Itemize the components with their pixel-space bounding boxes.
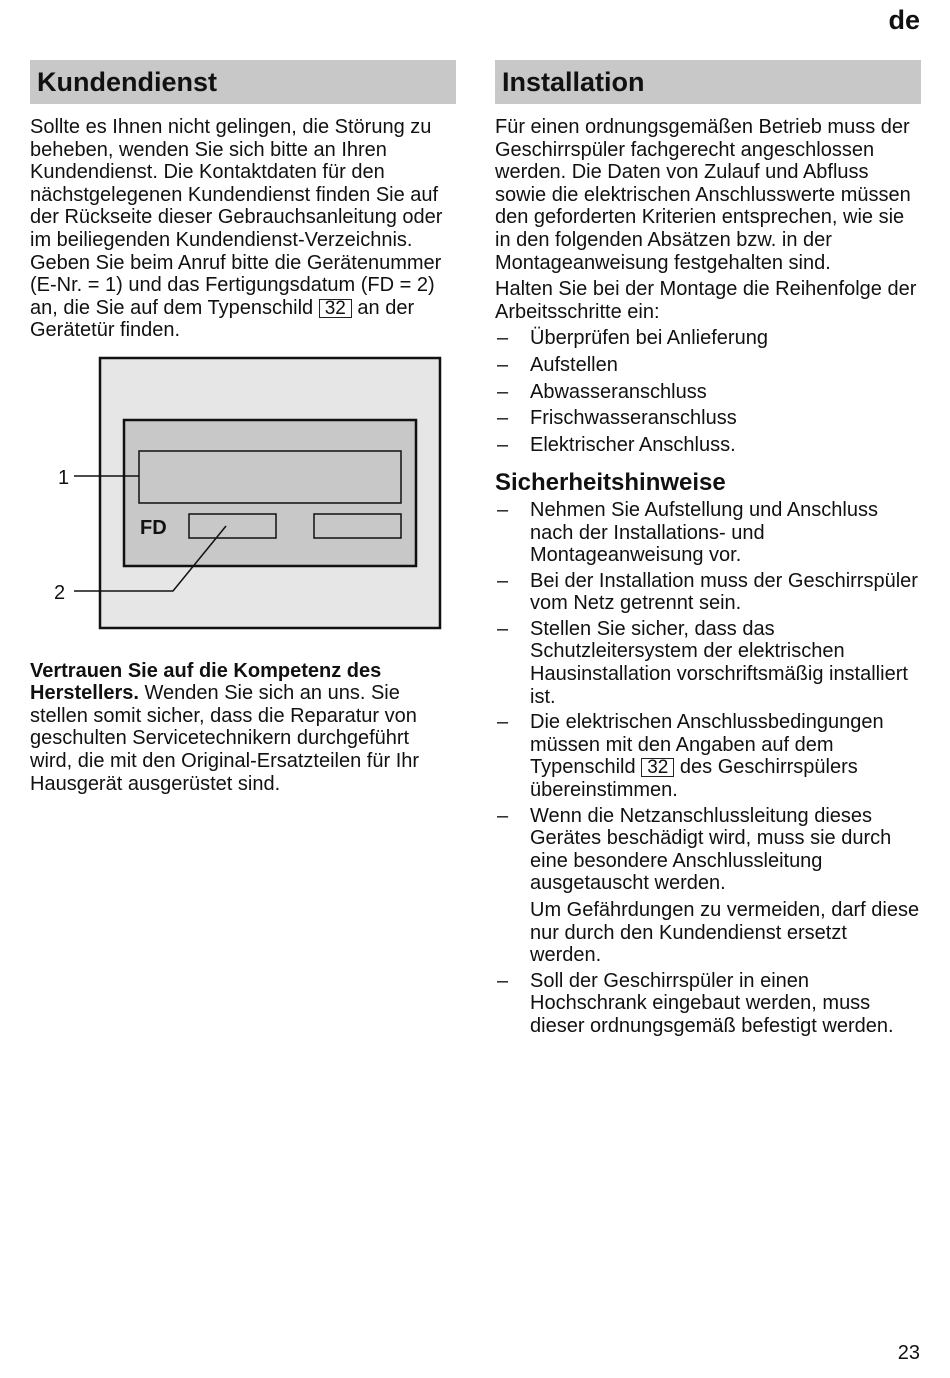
list-item	[495, 711, 921, 801]
safety-text-end: des Geschirrspülers übereinstimmen.	[530, 756, 858, 802]
installation-steps-list	[495, 327, 921, 456]
typenschild-ref: 32	[319, 299, 352, 318]
installation-section	[495, 60, 921, 1038]
callout-label-1: 1	[58, 466, 70, 489]
trust-text: Wenden Sie sich an uns. Sie stellen somit sicher, dass die Reparatur von geschulten Servicetechnikern durchgeführt wird, die mit den Original-Ersatzteilen für Ihr Hausgerät ausgerüstet sind.	[30, 682, 420, 795]
trust-bold-text: Vertrauen Sie auf die Kompetenz des Herstellers.	[30, 659, 382, 705]
installation-intro: Für einen ordnungsgemäßen Betrieb muss der Geschirrspüler fachgerecht angeschlossen werden. Die Daten von Zulauf und Abfluss sowie die elektrischen Anschlusswerte müssen den geforderten Kriterien entsprechen, wie sie in den folgenden Absätzen bzw. in der Montageanweisung festgehalten sind.	[495, 116, 911, 274]
safety-list	[495, 499, 921, 1038]
kundendienst-section	[30, 60, 456, 795]
list-item: – Abwasseranschluss	[495, 381, 921, 404]
extra-field	[314, 514, 401, 538]
kundendienst-heading: Kundendienst	[30, 60, 456, 104]
list-item: – Aufstellen	[495, 354, 921, 377]
list-item	[495, 970, 921, 1038]
safety-heading: Sicherheitshinweise	[495, 469, 726, 497]
safety-text: Nehmen Sie Aufstellung und Anschluss nach der Installations- und Montageanweisung vor.	[530, 498, 878, 567]
typenschild-ref: 32	[641, 758, 674, 777]
list-item	[495, 570, 921, 615]
list-item	[495, 618, 921, 708]
rating-plate-figure	[30, 356, 456, 638]
list-item: – Frischwasseranschluss	[495, 407, 921, 430]
safety-text: Die elektrischen Anschlussbedingungen müssen mit den Angaben auf dem Typenschild	[530, 711, 884, 779]
safety-text: Wenn die Netzanschlussleitung dieses Gerätes beschädigt wird, muss sie durch eine besondere Anschlussleitung ausgetauscht werden.	[530, 804, 892, 895]
safety-text: Bei der Installation muss der Geschirrspüler vom Netz getrennt sein.	[530, 569, 918, 615]
installation-heading: Installation	[495, 60, 921, 104]
page-number: 23	[897, 1342, 920, 1364]
safety-text: Stellen Sie sicher, dass das Schutzleitersystem der elektrischen Hausinstallation vorschriftsmäßig installiert ist.	[530, 617, 908, 708]
list-item: – Überprüfen bei Anlieferung	[495, 327, 921, 350]
intro-text: Sollte es Ihnen nicht gelingen, die Störung zu beheben, wenden Sie sich bitte an Ihren Kundendienst. Die Kontaktdaten für den nächstgelegenen Kundendienst finden Sie auf der Rückseite dieser Gebrauchsanleitung oder im beiliegenden Kundendienst-Verzeichnis. Geben Sie beim Anruf bitte die Gerätenummer (E-Nr. = 1) und das Fertigungsdatum (FD = 2) an, die Sie auf dem Typenschild	[30, 116, 443, 319]
fd-label: FD	[140, 516, 167, 539]
installation-order-intro: Halten Sie bei der Montage die Reihenfolge der Arbeitsschritte ein:	[495, 278, 917, 323]
rating-plate-diagram	[30, 356, 450, 632]
intro-text-end: an der Gerätetür finden.	[30, 296, 415, 342]
trust-paragraph	[30, 660, 456, 796]
list-item	[495, 805, 921, 967]
fd-field	[189, 514, 276, 538]
list-item	[495, 499, 921, 567]
kundendienst-intro	[30, 116, 456, 342]
safety-note: Um Gefährdungen zu vermeiden, darf diese nur durch den Kundendienst ersetzt werden.	[530, 899, 920, 967]
callout-label-2: 2	[54, 581, 66, 604]
language-tag: de	[888, 5, 920, 35]
safety-text: Soll der Geschirrspüler in einen Hochschrank eingebaut werden, muss dieser ordnungsgemäß befestigt werden.	[530, 969, 894, 1037]
enr-field	[139, 451, 401, 503]
list-item: – Elektrischer Anschluss.	[495, 434, 921, 457]
